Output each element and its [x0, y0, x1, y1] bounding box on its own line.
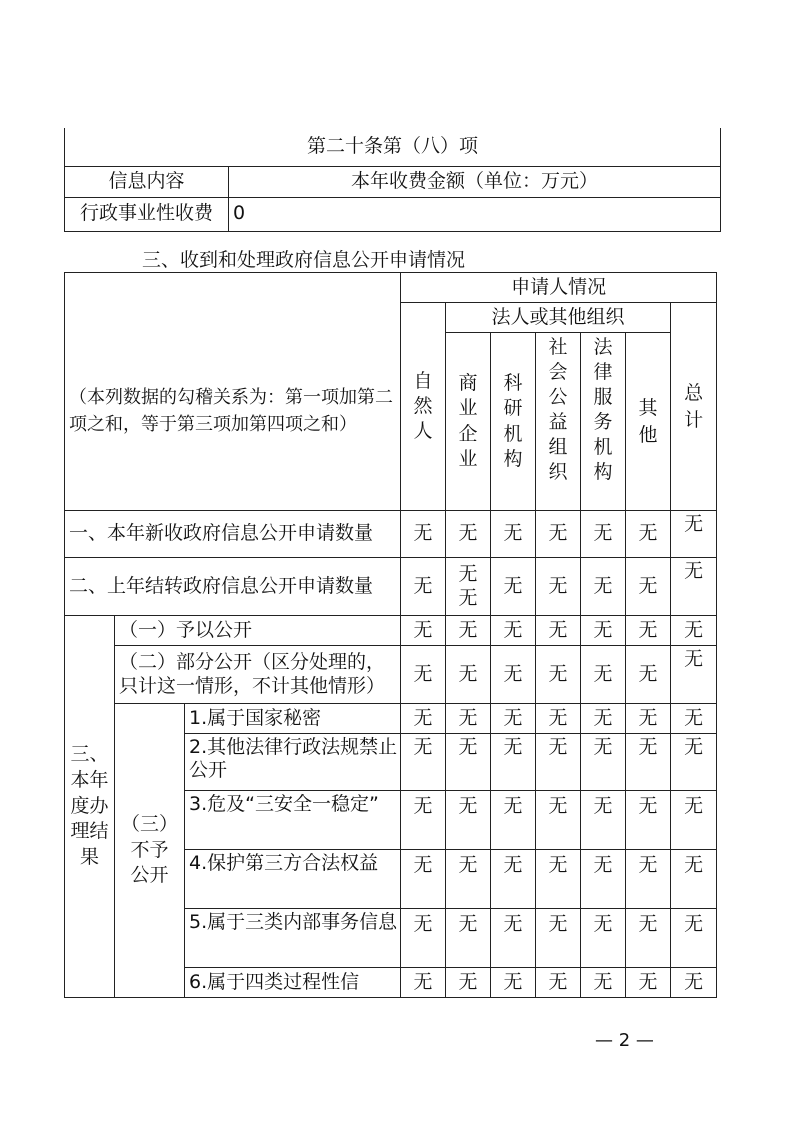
row3b-legal-service: 无 — [581, 646, 626, 704]
row2-social: 无 — [536, 558, 581, 616]
sub-item-4-label: 4.保护第三方合法权益 — [185, 850, 401, 909]
col-social-welfare: 社 会 公 益 组 织 — [536, 333, 581, 511]
s5-business: 无 — [446, 909, 491, 968]
s1-natural: 无 — [401, 704, 446, 734]
s2-natural: 无 — [401, 734, 446, 791]
s4-total: 无 — [671, 850, 717, 909]
row3a-other: 无 — [626, 616, 671, 646]
fee-table-row-value: 0 — [229, 197, 721, 231]
s4-natural: 无 — [401, 850, 446, 909]
sub-item-5-label: 5.属于三类内部事务信息 — [185, 909, 401, 968]
s5-other: 无 — [626, 909, 671, 968]
sub-item-6-label: 6.属于四类过程性信 — [185, 968, 401, 998]
s6-total: 无 — [671, 968, 717, 998]
s5-social: 无 — [536, 909, 581, 968]
fee-table-header-content: 信息内容 — [65, 166, 229, 197]
s5-total: 无 — [671, 909, 717, 968]
s4-business: 无 — [446, 850, 491, 909]
s5-research: 无 — [491, 909, 536, 968]
fee-table-header-amount: 本年收费金额（单位：万元） — [229, 166, 721, 197]
s2-total: 无 — [671, 734, 717, 791]
s3-legal-service: 无 — [581, 791, 626, 850]
s1-total: 无 — [671, 704, 717, 734]
s1-other: 无 — [626, 704, 671, 734]
row3b-other: 无 — [626, 646, 671, 704]
row3b-total: 无 — [671, 646, 717, 704]
s2-legal-service: 无 — [581, 734, 626, 791]
fee-table-row-label: 行政事业性收费 — [65, 197, 229, 231]
s1-research: 无 — [491, 704, 536, 734]
row3b-social: 无 — [536, 646, 581, 704]
col-other: 其 他 — [626, 333, 671, 511]
row1-business: 无 — [446, 511, 491, 558]
row-carryover-applications-label: 二、上年结转政府信息公开申请数量 — [65, 558, 401, 616]
fee-table — [64, 128, 721, 232]
row3b-research: 无 — [491, 646, 536, 704]
s4-other: 无 — [626, 850, 671, 909]
s4-research: 无 — [491, 850, 536, 909]
page-number: — 2 — — [595, 1030, 654, 1051]
section-heading: 三、收到和处理政府信息公开申请情况 — [142, 249, 466, 271]
row3a-social: 无 — [536, 616, 581, 646]
sub-item-2-label: 2.其他法律行政法规禁止公开 — [185, 734, 401, 791]
row3b-natural: 无 — [401, 646, 446, 704]
result-section-label: 三、 本年 度办 理结 果 — [65, 616, 115, 998]
corner-note: （本列数据的勾稽关系为：第一项加第二项之和，等于第三项加第四项之和） — [65, 273, 401, 511]
row-disclosed-label: （一）予以公开 — [115, 616, 401, 646]
application-table — [64, 272, 717, 998]
s2-business: 无 — [446, 734, 491, 791]
row-new-applications-label: 一、本年新收政府信息公开申请数量 — [65, 511, 401, 558]
row2-research: 无 — [491, 558, 536, 616]
col-total: 总 计 — [671, 303, 717, 511]
row3a-research: 无 — [491, 616, 536, 646]
s3-business: 无 — [446, 791, 491, 850]
applicant-header: 申请人情况 — [401, 273, 717, 303]
s6-legal-service: 无 — [581, 968, 626, 998]
col-legal-service: 法 律 服 务 机 构 — [581, 333, 626, 511]
s4-legal-service: 无 — [581, 850, 626, 909]
s1-legal-service: 无 — [581, 704, 626, 734]
s6-natural: 无 — [401, 968, 446, 998]
row2-natural: 无 — [401, 558, 446, 616]
col-natural-person: 自 然 人 — [401, 303, 446, 511]
s6-other: 无 — [626, 968, 671, 998]
s3-social: 无 — [536, 791, 581, 850]
s2-research: 无 — [491, 734, 536, 791]
legal-org-header: 法人或其他组织 — [446, 303, 671, 333]
s2-other: 无 — [626, 734, 671, 791]
row2-other: 无 — [626, 558, 671, 616]
row3b-business: 无 — [446, 646, 491, 704]
row1-social: 无 — [536, 511, 581, 558]
s6-research: 无 — [491, 968, 536, 998]
row-not-disclosed-label: （三） 不予 公开 — [115, 704, 185, 998]
s3-other: 无 — [626, 791, 671, 850]
col-research: 科 研 机 构 — [491, 333, 536, 511]
row1-other: 无 — [626, 511, 671, 558]
s3-natural: 无 — [401, 791, 446, 850]
s5-legal-service: 无 — [581, 909, 626, 968]
row1-legal-service: 无 — [581, 511, 626, 558]
row1-natural: 无 — [401, 511, 446, 558]
row3a-total: 无 — [671, 616, 717, 646]
row3a-business: 无 — [446, 616, 491, 646]
s3-research: 无 — [491, 791, 536, 850]
s5-natural: 无 — [401, 909, 446, 968]
row3a-legal-service: 无 — [581, 616, 626, 646]
row2-business: 无 无 — [446, 558, 491, 616]
fee-table-title-row: 第二十条第（八）项 — [65, 128, 721, 166]
col-business: 商 业 企 业 — [446, 333, 491, 511]
row2-total: 无 — [671, 558, 717, 616]
s3-total: 无 — [671, 791, 717, 850]
sub-item-1-label: 1.属于国家秘密 — [185, 704, 401, 734]
row1-total: 无 — [671, 511, 717, 558]
s1-business: 无 — [446, 704, 491, 734]
row2-legal-service: 无 — [581, 558, 626, 616]
s4-social: 无 — [536, 850, 581, 909]
row3a-natural: 无 — [401, 616, 446, 646]
row1-research: 无 — [491, 511, 536, 558]
sub-item-3-label: 3.危及“三安全一稳定” — [185, 791, 401, 850]
s6-social: 无 — [536, 968, 581, 998]
row-partial-disclosed-label: （二）部分公开（区分处理的，只计这一情形，不计其他情形） — [115, 646, 401, 704]
s6-business: 无 — [446, 968, 491, 998]
s2-social: 无 — [536, 734, 581, 791]
s1-social: 无 — [536, 704, 581, 734]
